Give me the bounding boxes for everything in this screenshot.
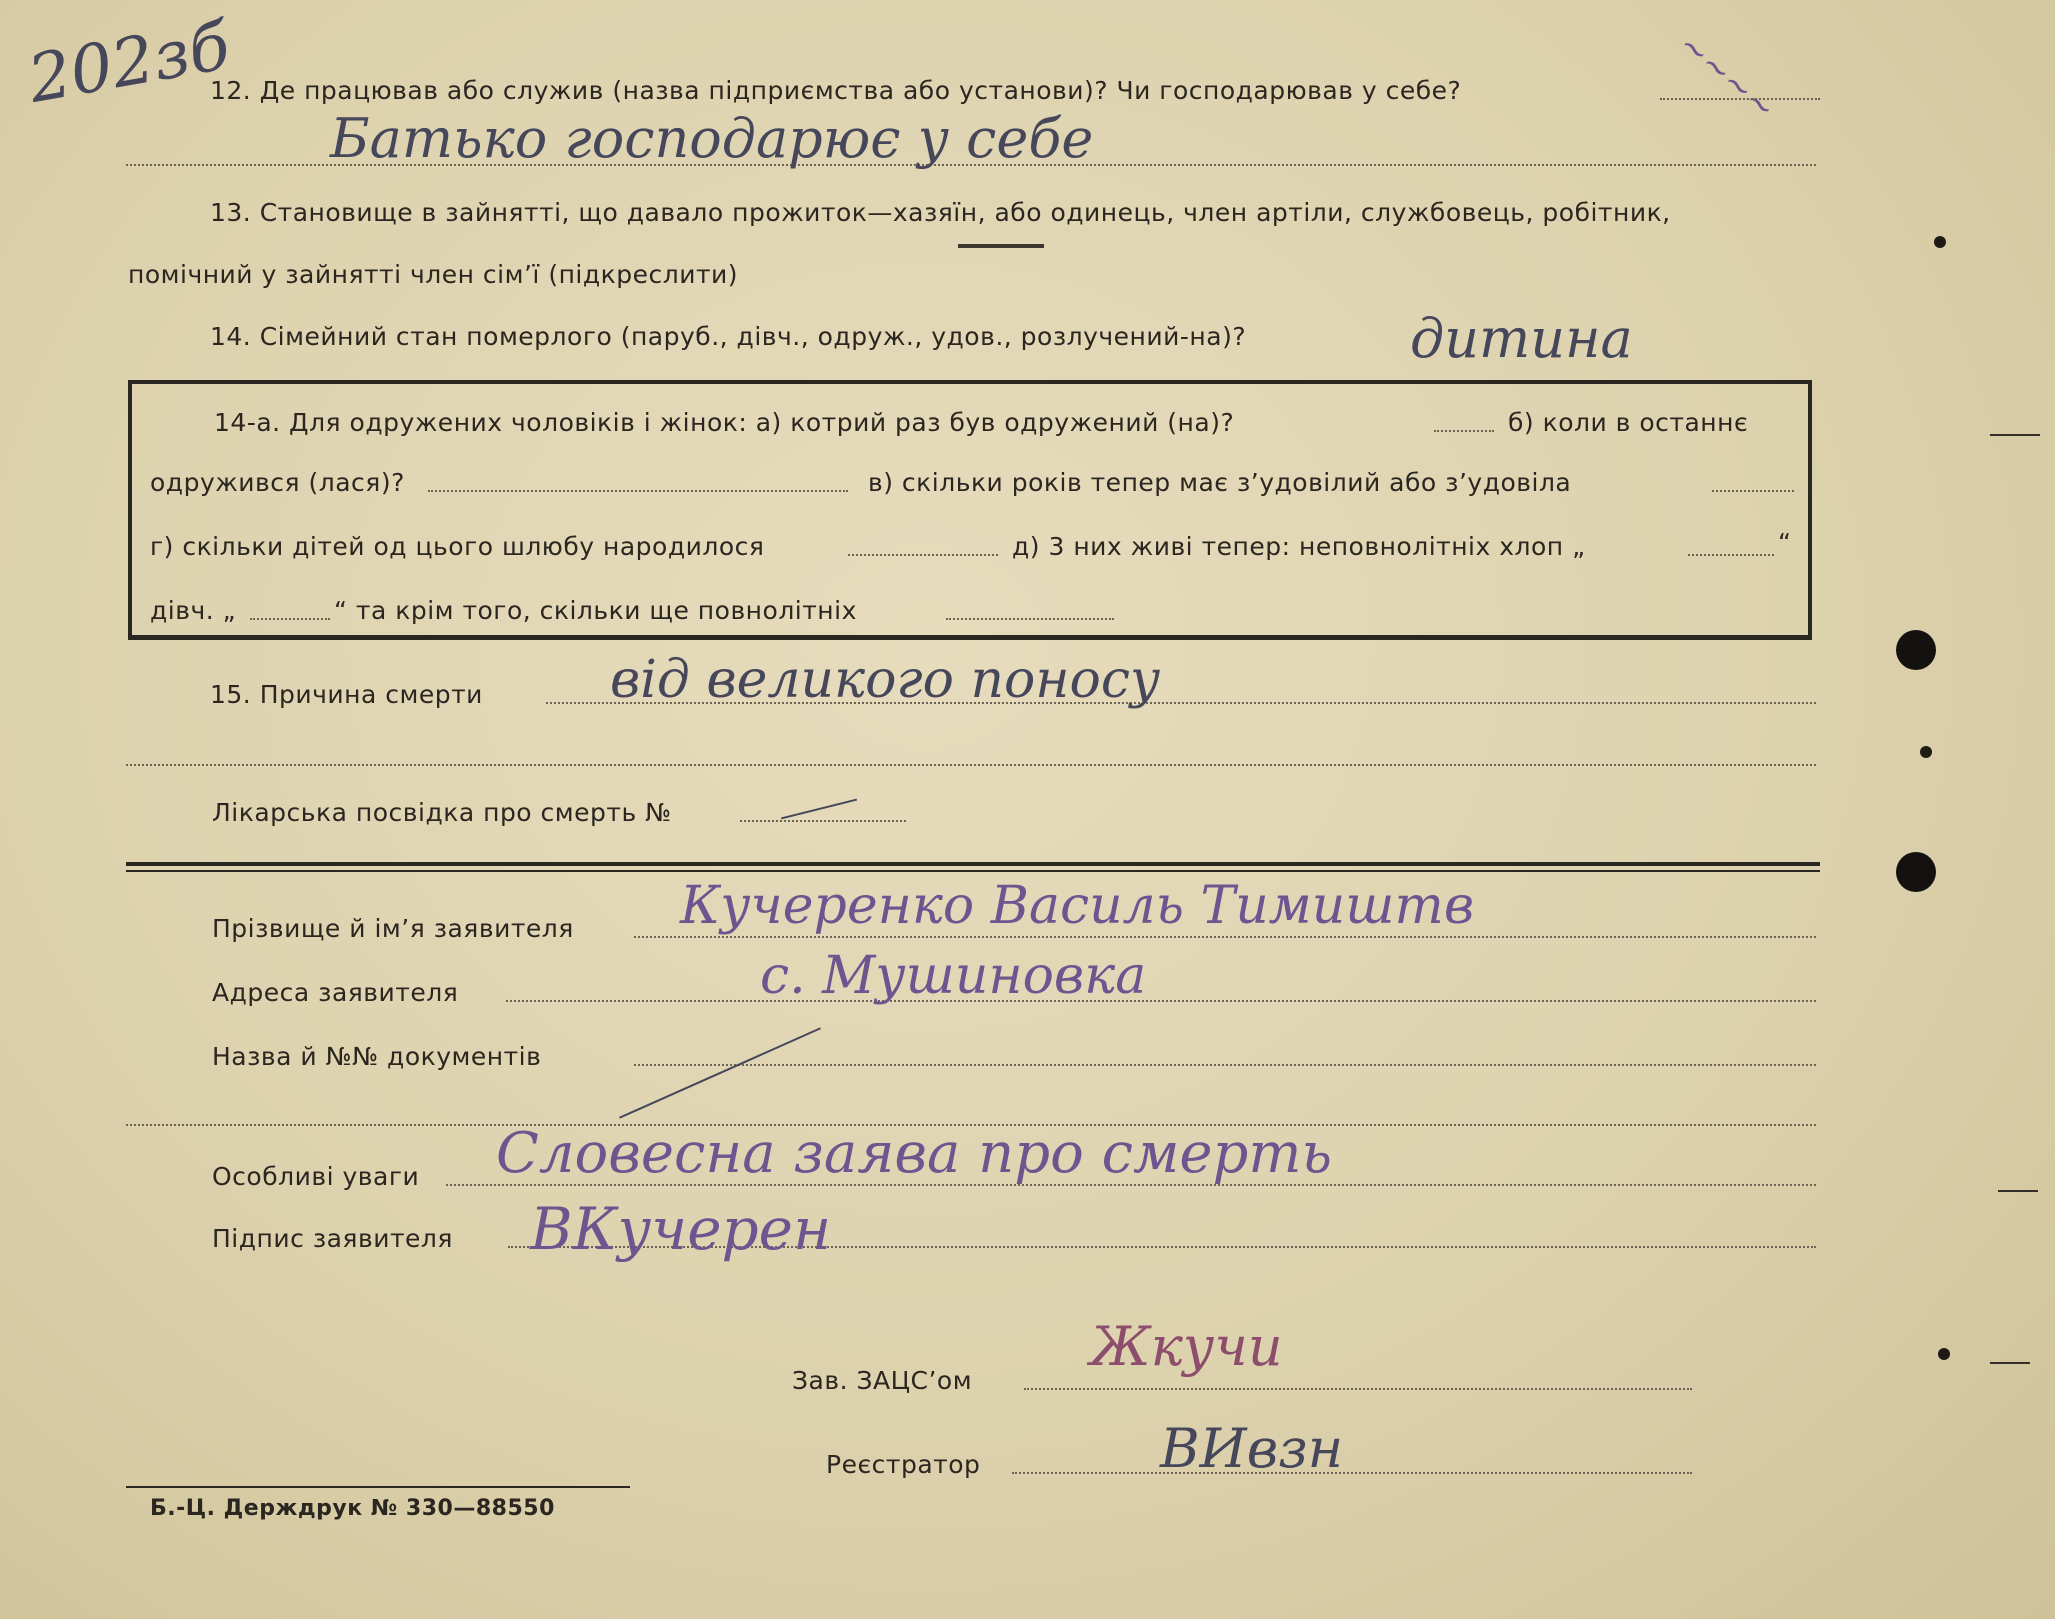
- printer-rule: [126, 1486, 630, 1488]
- q13-underline-mark: [958, 244, 1044, 248]
- q14a-a-dots: [1434, 430, 1494, 432]
- registrar-signature-line: [1012, 1472, 1692, 1474]
- registrar-signature: ВИвзн: [1160, 1417, 1344, 1480]
- q14a-b-dots: [428, 490, 848, 492]
- q13-line1: 13. Становище в зайнятті, що давало прожиток—хазяїн, або одинець, член артіли, службовець, робітник,: [210, 198, 1671, 227]
- q14a-line2a: одружився (лася)?: [150, 468, 405, 497]
- corner-scribble-mark: ~~~~: [1670, 25, 1784, 129]
- q14a-girls-dots: [250, 618, 330, 620]
- q12-answer: Батько господарює у себе: [330, 107, 1094, 170]
- q14a-g-dots: [848, 554, 998, 556]
- q12-dotted-line: [1660, 98, 1820, 100]
- q13-line2: помічний у зайнятті член сім’ї (підкреслити): [128, 260, 739, 289]
- edge-mark: [1990, 434, 2040, 436]
- applicant-notes-value: Словесна заява про смерть: [496, 1121, 1332, 1186]
- medical-certificate-dash: [781, 799, 857, 820]
- applicant-address-label: Адреса заявителя: [212, 978, 459, 1007]
- q14a-line3c: “: [1778, 528, 1792, 557]
- applicant-name-value: Кучеренко Василь Тимиштв: [680, 876, 1475, 936]
- applicant-address-line: [506, 1000, 1816, 1002]
- paper-speck: [1938, 1348, 1950, 1360]
- applicant-name-line: [634, 936, 1816, 938]
- edge-mark: [1990, 1362, 2030, 1364]
- q14a-line3a: г) скільки дітей од цього шлюбу народилося: [150, 532, 765, 561]
- double-rule-top: [126, 862, 1820, 866]
- handwritten-page-number: 202зб: [22, 7, 236, 118]
- applicant-notes-label: Особливі уваги: [212, 1162, 420, 1191]
- q15-label: 15. Причина смерти: [210, 680, 483, 709]
- q14a-line4b: “ та крім того, скільки ще повнолітніх: [334, 596, 857, 625]
- paper-speck: [1934, 236, 1946, 248]
- medical-certificate-dots: [740, 820, 906, 822]
- applicant-signature-label: Підпис заявителя: [212, 1224, 453, 1253]
- head-signature: Жкучи: [1090, 1315, 1283, 1378]
- medical-certificate-label: Лікарська посвідка про смерть №: [212, 798, 672, 827]
- applicant-name-label: Прізвище й ім’я заявителя: [212, 914, 574, 943]
- registrar-label: Реєстратор: [826, 1450, 981, 1479]
- double-rule-bottom: [126, 870, 1820, 872]
- printer-imprint: Б.-Ц. Держдрук № 330—88550: [150, 1496, 555, 1521]
- binder-hole-bottom: [1896, 852, 1936, 892]
- q15-second-line: [126, 764, 1816, 766]
- edge-mark: [1998, 1190, 2038, 1192]
- q14a-line4a: дівч. „: [150, 596, 237, 625]
- applicant-documents-label: Назва й №№ документів: [212, 1042, 542, 1071]
- q14a-line1a: 14-а. Для одружених чоловіків і жінок: а) котрий раз був одружений (на)?: [214, 408, 1235, 437]
- q14a-v-dots: [1712, 490, 1794, 492]
- q14a-line3b: д) 3 них живі тепер: неповнолітніх хлоп „: [1012, 532, 1586, 561]
- head-label: Зав. ЗАЦС’ом: [792, 1366, 973, 1395]
- q14-label: 14. Сімейний стан померлого (паруб., дівч., одруж., удов., розлучений-на)?: [210, 322, 1247, 351]
- binder-hole-top: [1896, 630, 1936, 670]
- applicant-documents-line: [634, 1064, 1816, 1066]
- paper-speck: [1920, 746, 1932, 758]
- head-signature-line: [1024, 1388, 1692, 1390]
- q12-label: 12. Де працював або служив (назва підприємства або установи)? Чи господарював у себе?: [210, 76, 1462, 105]
- applicant-documents-dash: [619, 1027, 821, 1118]
- applicant-signature-value: ВКучерен: [530, 1195, 832, 1263]
- q14a-line2b: в) скільки років тепер має з’удовілий або з’удовіла: [868, 468, 1572, 497]
- q14a-d-dots: [1688, 554, 1774, 556]
- q15-answer: від великого поносу: [610, 650, 1161, 710]
- q14a-line1b: б) коли в останнє: [1508, 408, 1749, 437]
- q14a-adults-dots: [946, 618, 1114, 620]
- applicant-address-value: с. Мушиновка: [760, 946, 1147, 1006]
- q14-answer: дитина: [1410, 307, 1633, 370]
